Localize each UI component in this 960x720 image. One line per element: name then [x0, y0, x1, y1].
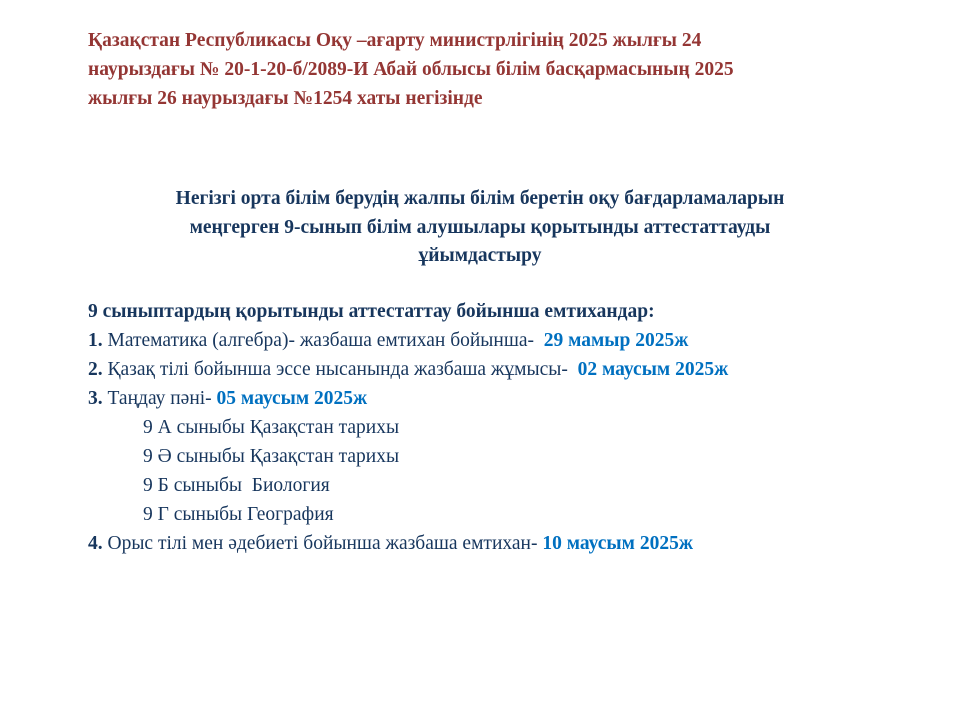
exam-description: Математика (алгебра)- жазбаша емтихан бойынша-	[102, 330, 544, 351]
header-line-2: наурыздағы № 20-1-20-б/2089-И Абай облысы білім басқармасының 2025	[88, 59, 734, 80]
exam-description: Қазақ тілі бойынша эссе нысанында жазбаша жұмысы-	[102, 359, 578, 380]
document-title	[90, 185, 870, 271]
header-line-3: жылғы 26 наурыздағы №1254 хаты негізінде	[88, 88, 483, 109]
exam-list	[88, 297, 928, 558]
exam-number: 2.	[88, 359, 103, 380]
header-reference	[88, 26, 908, 113]
exam-item-1	[88, 326, 928, 355]
elective-class-4: 9 Г сыныбы География	[143, 504, 334, 525]
exam-description: Орыс тілі мен әдебиеті бойынша жазбаша емтихан-	[102, 533, 543, 554]
exam-item-3	[88, 384, 928, 413]
exam-date: 02 маусым 2025ж	[577, 359, 729, 380]
title-line-2: меңгерген 9-сынып білім алушылары қорытынды аттестаттауды	[189, 216, 771, 238]
exam-date: 10 маусым 2025ж	[542, 533, 693, 554]
header-line-1: Қазақстан Республикасы Оқу –ағарту министрлігінің 2025 жылғы 24	[88, 30, 702, 51]
exam-description: Таңдау пәні-	[102, 388, 217, 409]
elective-class-1: 9 А сыныбы Қазақстан тарихы	[143, 417, 400, 438]
title-line-3: ұйымдастыру	[418, 245, 542, 266]
exam-list-heading: 9 сыныптардың қорытынды аттестаттау бойынша емтихандар:	[88, 301, 655, 322]
exam-number: 1.	[88, 330, 103, 351]
exam-date: 29 мамыр 2025ж	[543, 330, 689, 351]
exam-number: 3.	[88, 388, 103, 409]
title-line-1: Негізгі орта білім берудің жалпы білім беретін оқу бағдарламаларын	[175, 188, 785, 209]
exam-number: 4.	[88, 533, 103, 554]
elective-class-2: 9 Ә сыныбы Қазақстан тарихы	[143, 446, 400, 467]
exam-item-4	[88, 529, 928, 558]
exam-item-2	[88, 355, 928, 384]
exam-date: 05 маусым 2025ж	[216, 388, 368, 409]
elective-class-3: 9 Б сыныбы Биология	[143, 475, 330, 496]
